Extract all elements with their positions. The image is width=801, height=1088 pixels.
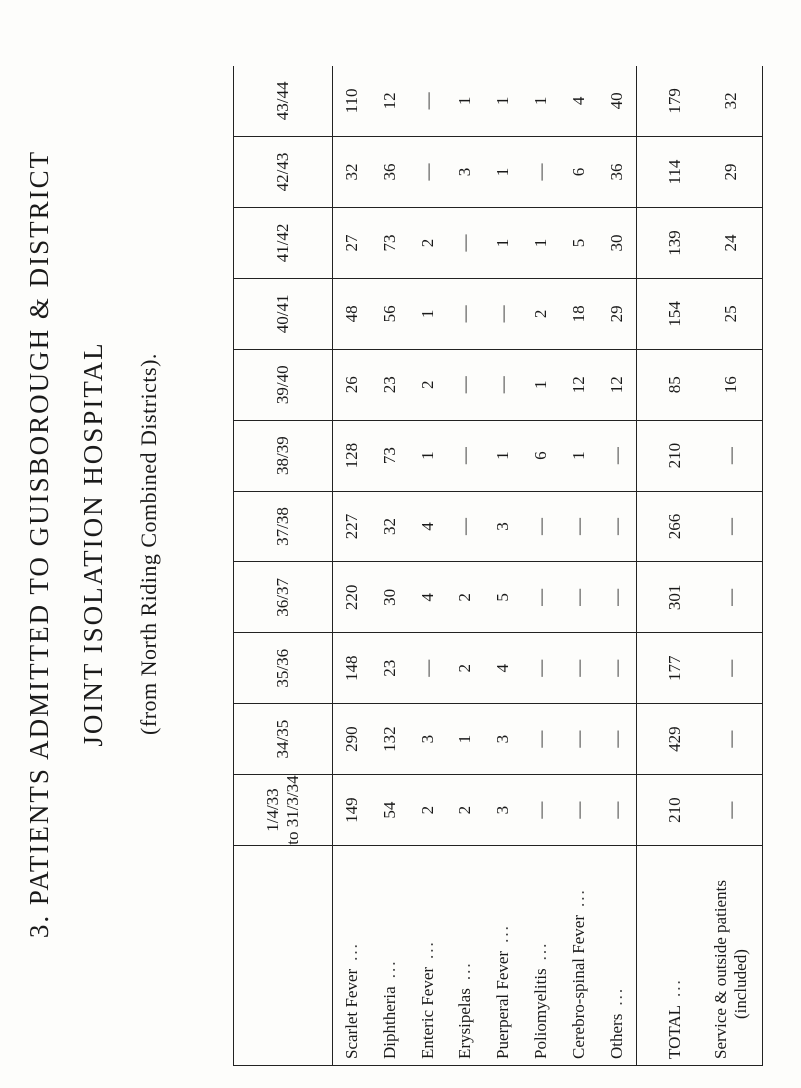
table-cell: 1 [484,66,522,137]
table-cell: — [447,278,485,349]
table-cell: 148 [333,633,371,704]
table-cell: 12 [598,349,636,420]
table-cell: — [447,349,485,420]
table-row [522,66,560,1066]
table-row [447,66,485,1066]
row-label-cell [484,846,522,1066]
table-cell: 2 [409,207,447,278]
leader-dots: ... [664,978,684,997]
service-cell: 25 [699,278,762,349]
table-cell: — [522,775,560,846]
table-cell: 3 [484,704,522,775]
period-header: 41/42 [234,207,333,278]
table-cell: 132 [371,704,409,775]
row-label: Others [606,1013,626,1059]
row-label: Cerebro-spinal Fever [568,915,588,1059]
row-label: Scarlet Fever [341,968,361,1059]
total-label-cell [636,846,699,1066]
table-cell: 5 [560,207,598,278]
table-cell: 32 [333,137,371,208]
table-cell: — [447,420,485,491]
total-cell: 85 [636,349,699,420]
period-header: 39/40 [234,349,333,420]
total-cell: 139 [636,207,699,278]
table-cell: 1 [484,137,522,208]
table-cell: — [598,775,636,846]
service-cell: 16 [699,349,762,420]
table-cell: 23 [371,349,409,420]
table-cell: 36 [371,137,409,208]
table-cell: 290 [333,704,371,775]
table-cell: 4 [560,66,598,137]
table-cell: — [447,207,485,278]
table-cell: — [560,704,598,775]
table-cell: 110 [333,66,371,137]
period-header [234,775,333,846]
service-label-cell [699,846,762,1066]
row-label: Puerperal Fever [493,950,513,1059]
document-note: (from North Riding Combined Districts). [136,353,161,735]
table-cell: — [560,491,598,562]
service-cell: 32 [699,66,762,137]
table-cell: — [447,491,485,562]
row-label-cell [598,846,636,1066]
leader-dots: ... [341,942,361,961]
table-row [598,66,636,1066]
document-title: 3. PATIENTS ADMITTED TO GUISBOROUGH & DISTRICT [24,149,54,939]
table-cell: 1 [560,420,598,491]
table-cell: 1 [522,207,560,278]
total-row [636,66,699,1066]
row-label-cell [333,846,371,1066]
period-header-line2: to 31/3/34 [283,775,302,845]
table-cell: 1 [447,66,485,137]
period-header: 43/44 [234,66,333,137]
leader-dots: ... [417,940,437,959]
table-cell: 149 [333,775,371,846]
service-cell: 29 [699,137,762,208]
row-label: Enteric Fever [417,966,437,1059]
table-cell: 3 [484,775,522,846]
total-label: TOTAL [664,1004,684,1059]
table-cell: 18 [560,278,598,349]
table-cell: 56 [371,278,409,349]
period-header: 36/37 [234,562,333,633]
table-cell: 2 [409,349,447,420]
table-row [409,66,447,1066]
table-cell: 26 [333,349,371,420]
table-cell: 23 [371,633,409,704]
row-label: Poliomyelitis [530,968,550,1059]
table-cell: — [598,633,636,704]
row-label-cell [371,846,409,1066]
table-cell: 3 [409,704,447,775]
table-cell: — [522,491,560,562]
table-cell: — [522,137,560,208]
table-cell: 3 [484,491,522,562]
header-blank-cell [234,846,333,1066]
table-cell: — [598,420,636,491]
service-cell: — [699,562,762,633]
period-header: 35/36 [234,633,333,704]
table-cell: 2 [522,278,560,349]
table-row [484,66,522,1066]
table-cell: 12 [560,349,598,420]
table-cell: — [484,278,522,349]
table-cell: — [598,491,636,562]
table-cell: 1 [409,278,447,349]
period-header: 38/39 [234,420,333,491]
table-cell: — [522,704,560,775]
table-cell: 1 [484,420,522,491]
table-row [560,66,598,1066]
table-row [333,66,371,1066]
row-label-cell [560,846,598,1066]
table-cell: — [560,775,598,846]
total-cell: 179 [636,66,699,137]
document-subtitle: JOINT ISOLATION HOSPITAL [78,341,108,747]
table-cell: 128 [333,420,371,491]
service-cell: — [699,704,762,775]
leader-dots: ... [530,941,550,961]
total-cell: 429 [636,704,699,775]
service-cell: — [699,491,762,562]
service-row [699,66,762,1066]
admissions-table [233,66,763,1066]
header-row [234,66,333,1066]
table-cell: 1 [522,349,560,420]
table-cell: 4 [409,491,447,562]
period-header: 40/41 [234,278,333,349]
total-cell: 266 [636,491,699,562]
table-cell: 1 [522,66,560,137]
service-label-note: (included) [730,949,750,1019]
table-cell: — [409,137,447,208]
table-cell: 2 [447,775,485,846]
table-cell: 2 [409,775,447,846]
total-cell: 154 [636,278,699,349]
row-label-cell [447,846,485,1066]
service-label: Service & outside patients [710,880,730,1059]
table-cell: 227 [333,491,371,562]
table-cell: 6 [560,137,598,208]
table-cell: — [560,562,598,633]
service-cell: — [699,420,762,491]
table-cell: 73 [371,420,409,491]
table-cell: 4 [409,562,447,633]
table-cell: 29 [598,278,636,349]
row-label: Erysipelas [455,988,475,1059]
table-cell: 32 [371,491,409,562]
table-cell: 1 [447,704,485,775]
table-cell: — [598,562,636,633]
period-header-line1: 1/4/33 [263,788,282,832]
leader-dots: ... [379,959,399,979]
row-label-cell [409,846,447,1066]
table-cell: — [522,633,560,704]
row-label-cell [522,846,560,1066]
table-cell: 4 [484,633,522,704]
table-cell: 5 [484,562,522,633]
leader-dots: ... [493,924,513,943]
table-cell: — [560,633,598,704]
table-cell: 6 [522,420,560,491]
table-cell: 30 [371,562,409,633]
row-label: Diphtheria [379,986,399,1059]
leader-dots: ... [455,961,475,981]
table-cell: 36 [598,137,636,208]
total-cell: 210 [636,420,699,491]
total-cell: 177 [636,633,699,704]
table-cell: 1 [484,207,522,278]
table-cell: 1 [409,420,447,491]
table-cell: — [598,704,636,775]
total-cell: 210 [636,775,699,846]
table-row [371,66,409,1066]
service-cell: — [699,633,762,704]
table-cell: 30 [598,207,636,278]
period-header: 37/38 [234,491,333,562]
table-cell: 73 [371,207,409,278]
table-cell: — [522,562,560,633]
table-cell: 12 [371,66,409,137]
table-cell: 27 [333,207,371,278]
table-cell: — [409,66,447,137]
table-cell: 2 [447,562,485,633]
table-cell: — [484,349,522,420]
service-cell: 24 [699,207,762,278]
table-cell: 54 [371,775,409,846]
period-header: 42/43 [234,137,333,208]
service-cell: — [699,775,762,846]
table-cell: 48 [333,278,371,349]
table-cell: 3 [447,137,485,208]
leader-dots: ... [606,986,626,1006]
period-header: 34/35 [234,704,333,775]
table-cell: 2 [447,633,485,704]
table-cell: — [409,633,447,704]
total-cell: 114 [636,137,699,208]
leader-dots: ... [568,888,588,908]
total-cell: 301 [636,562,699,633]
table-cell: 40 [598,66,636,137]
table-cell: 220 [333,562,371,633]
